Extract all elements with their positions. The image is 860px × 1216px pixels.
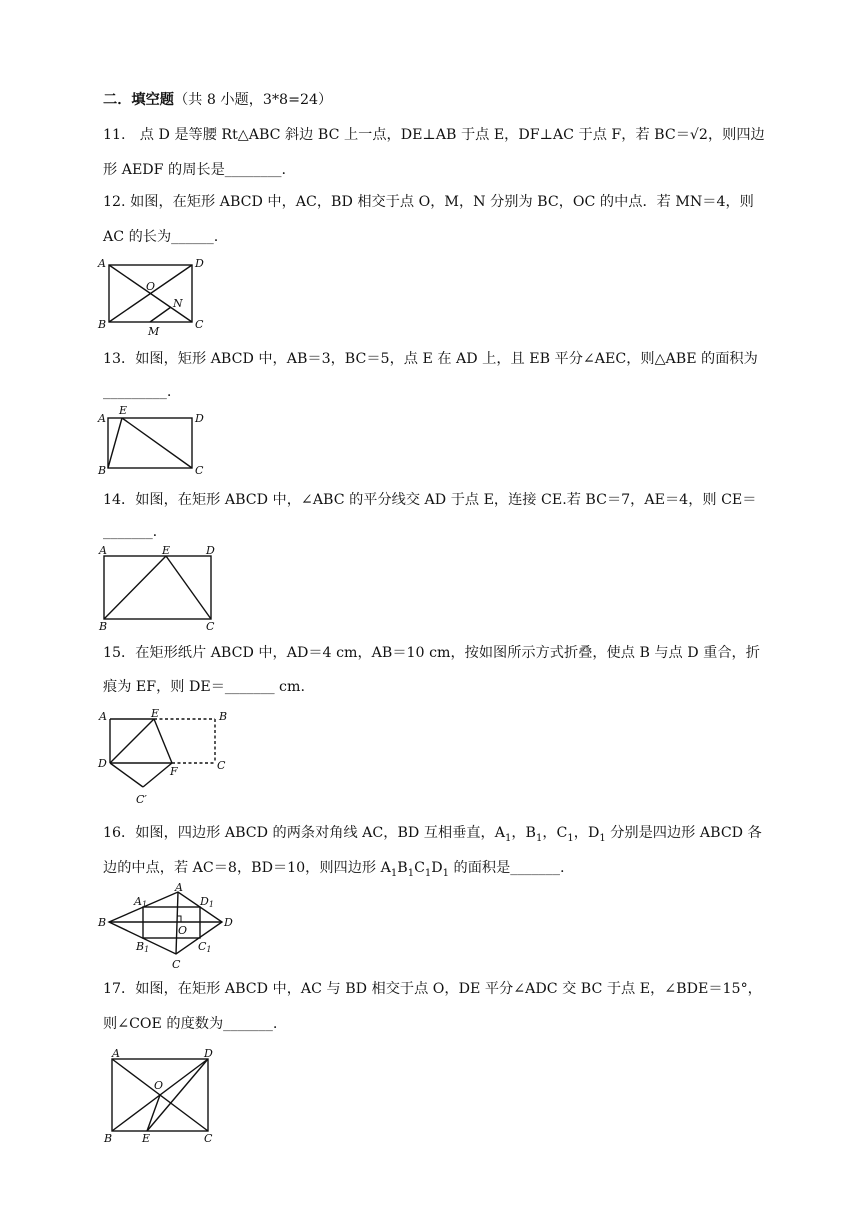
fig16-label-b: B	[98, 916, 107, 929]
fig14-segment-be	[104, 556, 166, 619]
question-16-line-1: 16．如图，四边形 ABCD 的两条对角线 AC，BD 互相垂直，$A_1$，$B_1$，$C_1$，$D_1$ 分别是四边形 ABCD 各	[103, 825, 762, 844]
fig16-label-b1: B1	[136, 940, 150, 954]
fig15-segment-dc-prime	[110, 763, 143, 787]
question-12-line-1: 12. 如图，在矩形 ABCD 中，AC，BD 相交于点 O，M，N 分别为 BC，OC 的中点．若 MN＝4，则	[103, 194, 754, 210]
fig14-label-e: E	[162, 544, 171, 557]
question-11-line-2: 形 AEDF 的周长是________.	[103, 162, 287, 178]
fig14-label-b: B	[99, 620, 108, 633]
question-17-line-1: 17．如图，在矩形 ABCD 中，AC 与 BD 相交于点 O，DE 平分∠ADC 交 BC 于点 E，∠BDE＝15°，	[103, 981, 762, 997]
fig15-segment-de	[110, 719, 154, 763]
fig17-label-o: O	[154, 1079, 164, 1092]
figure-13	[96, 404, 216, 480]
fig13-label-b: B	[98, 464, 107, 477]
fig13-label-a: A	[98, 412, 106, 425]
fig17-label-b: B	[104, 1132, 113, 1145]
section-header	[103, 90, 332, 110]
figure-12	[96, 255, 216, 337]
fig15-label-d: D	[98, 757, 107, 770]
fig15-label-c-prime: C′	[136, 793, 147, 806]
fig15-crease-ef	[154, 719, 172, 763]
fig12-label-n: N	[173, 297, 183, 310]
fig16-diagonal-ac	[176, 892, 178, 954]
section-title: 二．填空题	[103, 92, 174, 108]
fig13-label-d: D	[195, 412, 204, 425]
fig13-segment-ec	[122, 418, 192, 468]
question-15-line-2: 痕为 EF，则 DE＝_______ cm.	[103, 679, 305, 695]
fig14-segment-ec	[166, 556, 211, 619]
fig15-label-a: A	[99, 710, 107, 723]
fig12-label-c: C	[195, 318, 204, 331]
fig17-label-c: C	[204, 1132, 213, 1145]
question-13-line-1: 13．如图，矩形 ABCD 中，AB＝3，BC＝5，点 E 在 AD 上，且 EB 平分∠AEC，则△ABE 的面积为	[103, 351, 758, 367]
figure-17	[96, 1047, 226, 1143]
figure-14	[96, 544, 226, 633]
question-14-line-1: 14．如图，在矩形 ABCD 中，∠ABC 的平分线交 AD 于点 E，连接 CE.若 BC＝7，AE＝4，则 CE＝	[103, 492, 757, 508]
fig17-segment-de	[147, 1059, 208, 1131]
figure-16	[96, 882, 246, 972]
fig12-label-d: D	[195, 257, 204, 270]
fig17-label-d: D	[204, 1047, 213, 1060]
fig15-label-e: E	[151, 707, 160, 720]
fig14-label-d: D	[206, 544, 215, 557]
question-12-line-2: AC 的长为______.	[103, 229, 219, 245]
section-note: （共 8 小题，3*8=24）	[173, 92, 333, 108]
fig17-label-a: A	[112, 1047, 120, 1060]
question-11-line-1: 11. 点 D 是等腰 Rt△ABC 斜边 BC 上一点，DE⊥AB 于点 E，DF⊥AC 于点 F，若 BC＝√2，则四边	[103, 127, 765, 143]
fig13-segment-be	[108, 418, 122, 468]
question-14-line-2: _______.	[103, 524, 158, 540]
fig17-label-e: E	[142, 1132, 151, 1145]
fig15-segment-c-prime-f	[143, 763, 172, 787]
fig15-label-f: F	[170, 765, 178, 778]
fig12-label-b: B	[98, 318, 107, 331]
fig12-segment-mn	[150, 307, 171, 322]
fig12-label-o: O	[146, 280, 156, 293]
fig16-label-d: D	[224, 916, 233, 929]
fig13-label-e: E	[119, 404, 128, 417]
fig16-label-d1: D1	[200, 895, 214, 909]
question-16-line-2: 边的中点，若 AC＝8，BD＝10，则四边形 $A_1B_1C_1D_1$ 的面积是_______.	[103, 860, 565, 879]
fig16-label-c: C	[172, 958, 181, 971]
fig14-label-a: A	[99, 544, 107, 557]
fig12-label-a: A	[98, 257, 106, 270]
question-13-line-2: _________.	[103, 384, 172, 400]
fig12-label-m: M	[148, 325, 160, 338]
fig16-label-c1: C1	[198, 940, 212, 954]
figure-15	[96, 707, 246, 807]
question-17-line-2: 则∠COE 的度数为_______.	[103, 1016, 278, 1032]
fig13-label-c: C	[195, 464, 204, 477]
fig15-label-c: C	[217, 759, 226, 772]
fig16-label-a: A	[175, 881, 183, 894]
question-15-line-1: 15．在矩形纸片 ABCD 中，AD＝4 cm，AB＝10 cm，按如图所示方式折叠，使点 B 与点 D 重合，折	[103, 645, 760, 661]
fig15-label-b: B	[219, 710, 228, 723]
fig16-label-o: O	[178, 924, 188, 937]
fig16-label-a1: A1	[134, 895, 148, 909]
fig14-label-c: C	[206, 620, 215, 633]
